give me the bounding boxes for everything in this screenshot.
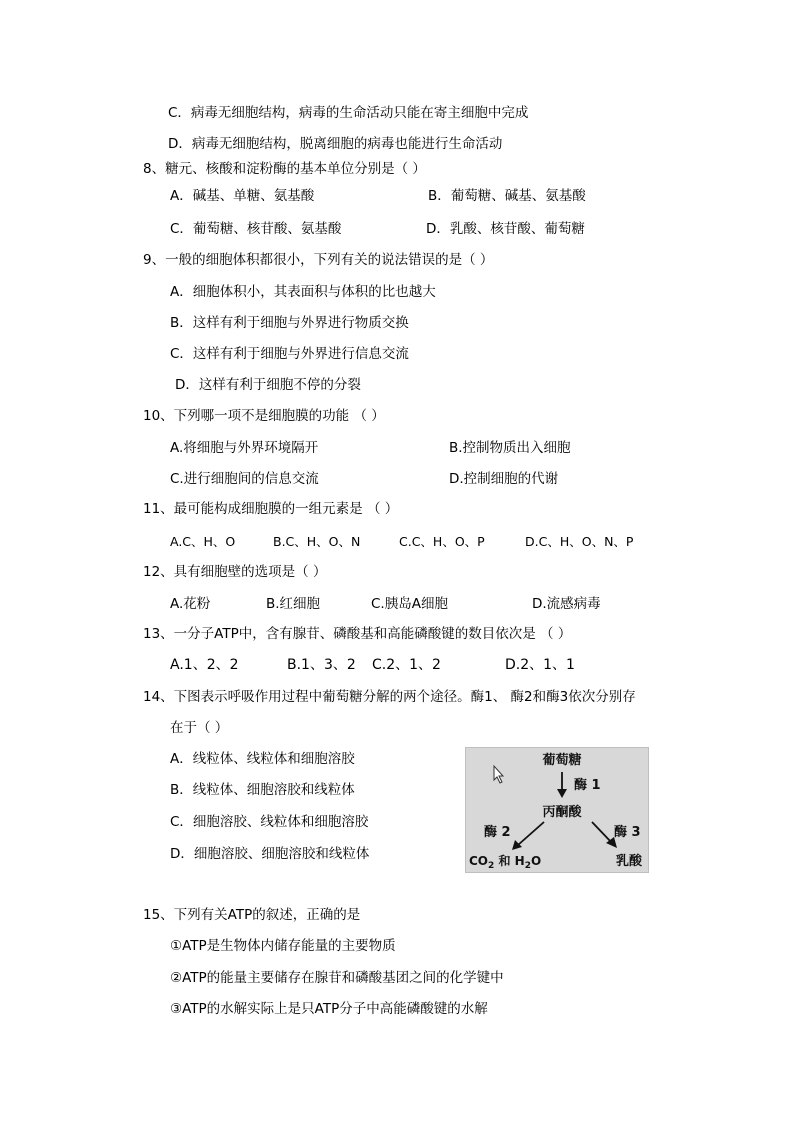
cursor-icon: [494, 766, 503, 783]
q9-stem: 9、一般的细胞体积都很小，下列有关的说法错误的是（ ）: [143, 252, 494, 268]
q11-option-a: A.C、H、O: [170, 534, 236, 549]
q13-option-c: C.2、1、2: [372, 657, 441, 673]
q13-stem: 13、一分子ATP中，含有腺苷、磷酸基和高能磷酸键的数目依次是 （ ）: [143, 626, 572, 642]
figure-glucose-label: 葡萄糖: [542, 753, 582, 768]
q14-option-d: D．细胞溶胶、细胞溶胶和线粒体: [170, 846, 370, 862]
figure-enzyme1-label: 酶 1: [574, 778, 601, 793]
q11-option-c: C.C、H、O、P: [399, 534, 485, 549]
q7-option-c: C．病毒无细胞结构，病毒的生命活动只能在寄主细胞中完成: [168, 105, 529, 121]
q14-stem-line1: 14、下图表示呼吸作用过程中葡萄糖分解的两个途径。酶1、 酶2和酶3依次分别存: [143, 689, 636, 705]
q15-item-3: ③ATP的水解实际上是只ATP分子中高能磷酸键的水解: [170, 1001, 488, 1017]
q12-stem: 12、具有细胞壁的选项是（ ）: [143, 564, 327, 580]
q10-option-a: A.将细胞与外界环境隔开: [170, 440, 319, 456]
q13-option-a: A.1、2、2: [170, 657, 239, 673]
q8-option-d: D．乳酸、核苷酸、葡萄糖: [426, 221, 585, 237]
q9-option-a: A．细胞体积小，其表面积与体积的比也越大: [170, 284, 436, 300]
q8-option-a: A．碱基、单糖、氨基酸: [170, 188, 315, 204]
q8-option-c: C．葡萄糖、核苷酸、氨基酸: [170, 221, 342, 237]
arrow-pyruvate-to-lactate: [592, 822, 612, 843]
q9-option-d: D．这样有利于细胞不停的分裂: [175, 377, 361, 393]
arrow-pyruvate-to-co2: [518, 822, 544, 845]
figure-enzyme2-label: 酶 2: [484, 825, 511, 840]
q12-option-b: B.红细胞: [266, 596, 321, 612]
q10-option-d: D.控制细胞的代谢: [449, 471, 559, 487]
q11-option-d: D.C、H、O、N、P: [525, 534, 634, 549]
q10-option-c: C.进行细胞间的信息交流: [170, 471, 319, 487]
arrow-head-2: [512, 840, 522, 850]
q7-option-d: D．病毒无细胞结构，脱离细胞的病毒也能进行生命活动: [168, 136, 503, 152]
figure-product-co2-h2o: $CO_2$ 和 $H_2O$: [469, 854, 542, 871]
figure-enzyme3-label: 酶 3: [614, 825, 641, 840]
q9-option-b: B．这样有利于细胞与外界进行物质交换: [170, 315, 409, 331]
q13-option-d: D.2、1、1: [505, 657, 575, 673]
q12-option-d: D.流感病毒: [532, 596, 601, 612]
respiration-pathway-figure: [465, 747, 649, 873]
q14-stem-line2: 在于（ ）: [170, 720, 229, 736]
q10-option-b: B.控制物质出入细胞: [449, 440, 571, 456]
q11-stem: 11、最可能构成细胞膜的一组元素是 （ ）: [143, 501, 399, 517]
q15-item-2: ②ATP的能量主要储存在腺苷和磷酸基团之间的化学键中: [170, 970, 504, 986]
arrow-head-1: [557, 789, 567, 798]
q13-option-b: B.1、3、2: [287, 657, 356, 673]
q10-stem: 10、下列哪一项不是细胞膜的功能 （ ）: [143, 408, 385, 424]
q14-option-a: A．线粒体、线粒体和细胞溶胶: [170, 751, 355, 767]
q8-option-b: B．葡萄糖、碱基、氨基酸: [428, 188, 586, 204]
figure-pyruvate-label: 丙酮酸: [542, 805, 582, 820]
q12-option-a: A.花粉: [170, 596, 211, 612]
q9-option-c: C．这样有利于细胞与外界进行信息交流: [170, 346, 409, 362]
q15-item-1: ①ATP是生物体内储存能量的主要物质: [170, 938, 396, 954]
figure-product-lactate: 乳酸: [616, 854, 643, 869]
q15-stem: 15、下列有关ATP的叙述，正确的是: [143, 907, 361, 923]
q8-stem: 8、糖元、核酸和淀粉酶的基本单位分别是（ ）: [143, 161, 426, 177]
q14-option-c: C．细胞溶胶、线粒体和细胞溶胶: [170, 814, 369, 830]
q11-option-b: B.C、H、O、N: [273, 534, 361, 549]
q12-option-c: C.胰岛A细胞: [371, 596, 448, 612]
q14-option-b: B．线粒体、细胞溶胶和线粒体: [170, 782, 355, 798]
